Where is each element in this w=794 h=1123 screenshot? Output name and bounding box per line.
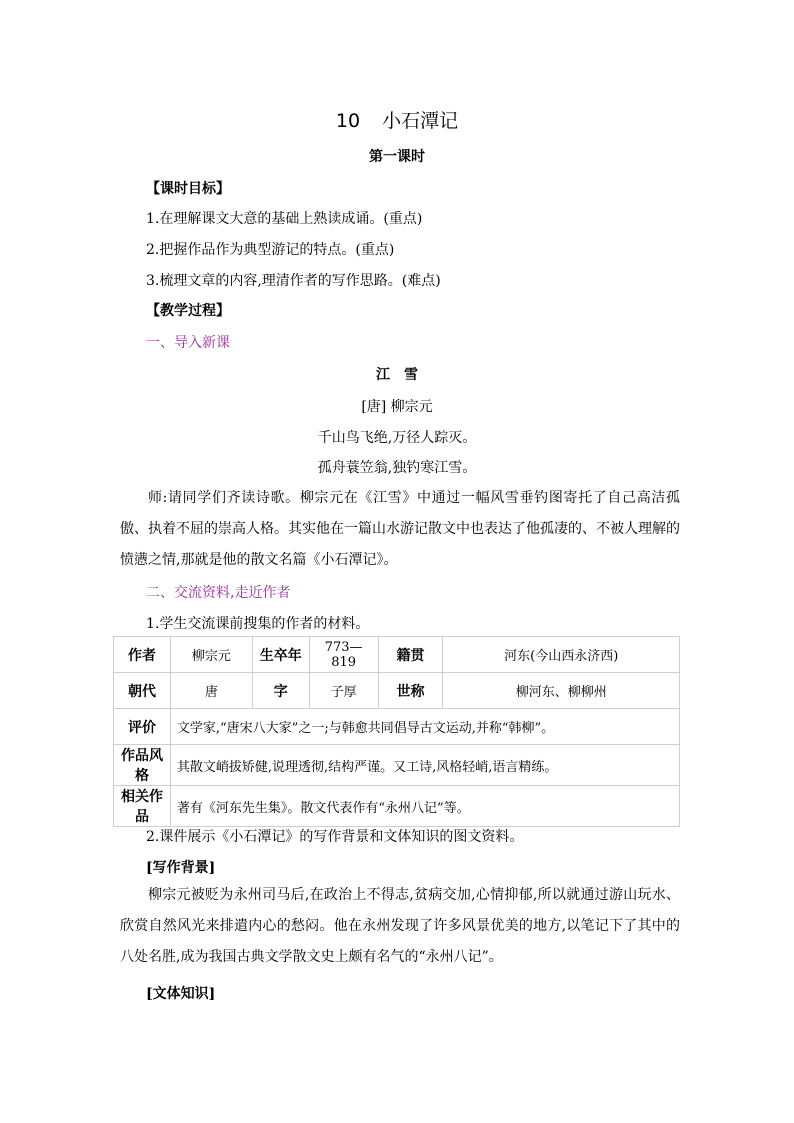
poem-author: [唐] 柳宗元	[361, 399, 433, 415]
process-heading: 【教学过程】	[146, 303, 230, 319]
table-cell: 朝代	[114, 673, 171, 709]
lesson-title: 小石潭记	[382, 110, 459, 132]
page-title	[0, 106, 794, 133]
table-row	[114, 786, 680, 827]
table-cell: 字	[252, 673, 309, 709]
poem-title: 江 雪	[376, 367, 418, 383]
step-1: 1.学生交流课前搜集的作者的材料。	[146, 616, 370, 632]
section-heading-1: 一、导入新课	[146, 335, 230, 351]
objectives-heading: 【课时目标】	[146, 181, 230, 197]
table-cell: 河东(今山西永济西)	[443, 637, 680, 673]
objective-item-2: 2.把握作品作为典型游记的特点。(重点)	[146, 242, 395, 258]
genre-heading: [文体知识]	[146, 986, 216, 1002]
table-cell: 相关作品	[114, 786, 171, 827]
table-row	[114, 673, 680, 709]
table-cell: 作者	[114, 637, 171, 673]
background-paragraph: 柳宗元被贬为永州司马后,在政治上不得志,贫病交加,心情抑郁,所以就通过游山玩水、欣赏自然风光来排遣内心的愁闷。他在永州发现了许多风景优美的地方,以笔记下了其中的八处名胜,成为我国古典文学散文史上颇有名气的“永州八记”。	[120, 887, 680, 965]
table-cell: 著有《河东先生集》。散文代表作有“永州八记”等。	[170, 786, 679, 827]
objective-item-3: 3.梳理文章的内容,理清作者的写作思路。(难点)	[146, 273, 441, 289]
table-cell: 柳宗元	[170, 637, 252, 673]
table-cell: 773—819	[309, 637, 378, 673]
table-cell: 作品风格	[114, 745, 171, 786]
step-2: 2.课件展示《小石潭记》的写作背景和文体知识的图文资料。	[146, 829, 524, 845]
poem-line-2: 孤舟蓑笠翁,独钓寒江雪。	[317, 460, 477, 476]
table-cell: 评价	[114, 709, 171, 745]
table-cell: 生卒年	[252, 637, 309, 673]
table-cell: 其散文峭拔矫健,说理透彻,结构严谨。又工诗,风格轻峭,语言精练。	[170, 745, 679, 786]
poem-line-1: 千山鸟飞绝,万径人踪灭。	[317, 430, 477, 446]
table-cell: 子厚	[309, 673, 378, 709]
background-heading: [写作背景]	[146, 860, 216, 876]
table-row	[114, 709, 680, 745]
table-cell: 籍贯	[378, 637, 443, 673]
table-cell: 文学家,“唐宋八大家”之一;与韩愈共同倡导古文运动,并称“韩柳”。	[170, 709, 679, 745]
table-cell: 柳河东、柳柳州	[443, 673, 680, 709]
page-subtitle: 第一课时	[369, 149, 425, 165]
lesson-number: 10	[335, 110, 361, 132]
author-info-table	[113, 636, 680, 827]
section-heading-2: 二、交流资料,走近作者	[146, 585, 291, 601]
objective-item-1: 1.在理解课文大意的基础上熟读成诵。(重点)	[146, 211, 423, 227]
teacher-paragraph: 师:请同学们齐读诗歌。柳宗元在《江雪》中通过一幅风雪垂钓图寄托了自己高洁孤傲、执着不屈的崇高人格。其实他在一篇山水游记散文中也表达了他孤凄的、不被人理解的愤懑之情,那就是他的散文名篇《小石潭记》。	[120, 490, 680, 568]
table-row	[114, 745, 680, 786]
table-cell: 世称	[378, 673, 443, 709]
table-row	[114, 637, 680, 673]
table-cell: 唐	[170, 673, 252, 709]
